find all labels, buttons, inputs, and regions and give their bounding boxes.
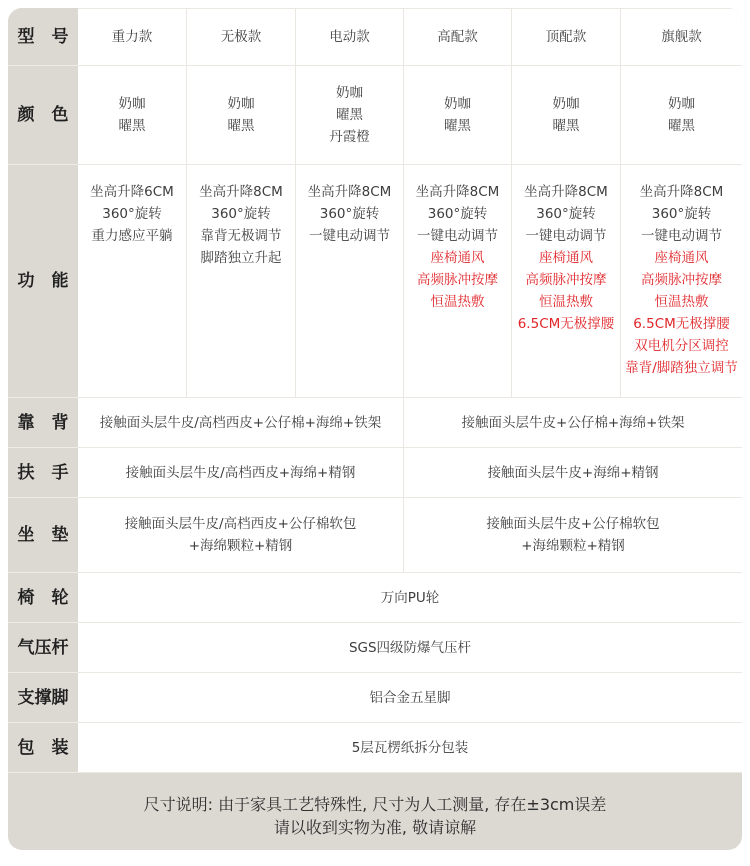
function-item: 高频脉冲按摩 — [641, 272, 722, 288]
armrest-premium: 接触面头层牛皮+海绵+精钢 — [404, 448, 743, 498]
model-cell: 旗舰款 — [621, 9, 743, 66]
model-label: 型 号 — [9, 9, 78, 66]
color-cell — [78, 66, 187, 165]
model-cell: 无极款 — [187, 9, 296, 66]
function-item: 双电机分区调控 — [634, 338, 729, 354]
base-value: 铝合金五星脚 — [78, 673, 743, 723]
function-item: 360°旋转 — [651, 206, 712, 222]
function-item: 一键电动调节 — [417, 228, 498, 244]
base-row — [9, 673, 743, 723]
color-option: 奶咖 — [227, 96, 255, 112]
backrest-premium: 接触面头层牛皮+公仔棉+海绵+铁架 — [404, 398, 743, 448]
gas-lift-value: SGS四级防爆气压杆 — [78, 623, 743, 673]
function-item: 座椅通风 — [430, 250, 485, 266]
disclaimer-line: 请以收到实物为准, 敬请谅解 — [273, 818, 477, 837]
packaging-value: 5层瓦楞纸拆分包装 — [78, 723, 743, 773]
function-cell — [78, 165, 187, 398]
color-option: 奶咖 — [336, 85, 363, 101]
function-item: 重力感应平躺 — [91, 228, 173, 244]
color-cell — [296, 66, 404, 165]
function-item: 一键电动调节 — [525, 228, 607, 244]
base-label: 支撑脚 — [9, 673, 78, 723]
color-option: 丹霞橙 — [329, 129, 370, 145]
function-item: 坐高升降8CM — [199, 184, 283, 200]
function-item: 靠背无极调节 — [200, 228, 282, 244]
color-option: 曜黑 — [552, 118, 580, 134]
armrest-label: 扶 手 — [9, 448, 78, 498]
color-row — [9, 66, 743, 165]
seat-standard — [78, 498, 404, 573]
function-item: 360°旋转 — [211, 206, 271, 222]
gas-lift-label: 气压杆 — [9, 623, 78, 673]
wheels-value: 万向PU轮 — [78, 573, 743, 623]
function-cell — [512, 165, 621, 398]
color-label: 颜 色 — [9, 66, 78, 165]
function-item: 座椅通风 — [539, 250, 593, 266]
color-cell — [404, 66, 512, 165]
function-row — [9, 165, 743, 398]
seat-line: +海绵颗粒+精钢 — [188, 538, 293, 554]
function-item: 高频脉冲按摩 — [525, 272, 607, 288]
backrest-row — [9, 398, 743, 448]
color-cell — [621, 66, 743, 165]
color-option: 曜黑 — [668, 118, 695, 134]
color-option: 曜黑 — [444, 118, 471, 134]
color-option: 曜黑 — [336, 107, 363, 123]
backrest-standard: 接触面头层牛皮/高档西皮+公仔棉+海绵+铁架 — [78, 398, 404, 448]
seat-line: 接触面头层牛皮+公仔棉软包 — [486, 516, 660, 532]
packaging-label: 包 装 — [9, 723, 78, 773]
color-option: 奶咖 — [552, 96, 580, 112]
model-row — [9, 9, 743, 66]
seat-line: 接触面头层牛皮/高档西皮+公仔棉软包 — [124, 516, 357, 532]
color-cell — [512, 66, 621, 165]
wheels-label: 椅 轮 — [9, 573, 78, 623]
function-item: 360°旋转 — [427, 206, 488, 222]
size-disclaimer — [8, 780, 742, 850]
function-item: 一键电动调节 — [309, 228, 390, 244]
function-label: 功 能 — [9, 165, 78, 398]
function-item: 一键电动调节 — [641, 228, 722, 244]
function-item: 恒温热敷 — [430, 294, 485, 310]
model-cell: 重力款 — [78, 9, 187, 66]
function-item: 高频脉冲按摩 — [417, 272, 498, 288]
function-item: 坐高升降6CM — [90, 184, 174, 200]
armrest-row — [9, 448, 743, 498]
function-item: 恒温热敷 — [539, 294, 593, 310]
function-item: 360°旋转 — [319, 206, 380, 222]
function-item: 坐高升降8CM — [639, 184, 724, 200]
seat-label: 坐 垫 — [9, 498, 78, 573]
disclaimer-line: 尺寸说明: 由于家具工艺特殊性, 尺寸为人工测量, 存在±3cm误差 — [143, 795, 607, 814]
color-option: 曜黑 — [118, 118, 146, 134]
function-item: 坐高升降8CM — [415, 184, 500, 200]
packaging-row — [9, 723, 743, 773]
seat-row — [9, 498, 743, 573]
color-option: 奶咖 — [118, 96, 146, 112]
color-option: 曜黑 — [227, 118, 255, 134]
function-item: 6.5CM无极撑腰 — [517, 316, 615, 332]
spec-table — [8, 8, 742, 773]
function-cell — [404, 165, 512, 398]
spec-sheet — [8, 8, 742, 850]
function-cell — [621, 165, 743, 398]
model-cell: 高配款 — [404, 9, 512, 66]
armrest-standard: 接触面头层牛皮/高档西皮+海绵+精钢 — [78, 448, 404, 498]
model-cell: 电动款 — [296, 9, 404, 66]
color-option: 奶咖 — [668, 96, 695, 112]
function-item: 6.5CM无极撑腰 — [633, 316, 730, 332]
function-item: 靠背/脚踏独立调节 — [625, 360, 738, 376]
function-item: 坐高升降8CM — [524, 184, 608, 200]
function-item: 座椅通风 — [654, 250, 709, 266]
backrest-label: 靠 背 — [9, 398, 78, 448]
color-option: 奶咖 — [444, 96, 471, 112]
function-item: 360°旋转 — [102, 206, 162, 222]
function-item: 360°旋转 — [536, 206, 596, 222]
color-cell — [187, 66, 296, 165]
function-cell — [296, 165, 404, 398]
function-item: 恒温热敷 — [654, 294, 709, 310]
model-cell: 顶配款 — [512, 9, 621, 66]
seat-line: +海绵颗粒+精钢 — [521, 538, 625, 554]
gas-lift-row — [9, 623, 743, 673]
function-item: 脚踏独立升起 — [200, 250, 282, 266]
seat-premium — [404, 498, 743, 573]
function-item: 坐高升降8CM — [307, 184, 392, 200]
function-cell — [187, 165, 296, 398]
wheels-row — [9, 573, 743, 623]
